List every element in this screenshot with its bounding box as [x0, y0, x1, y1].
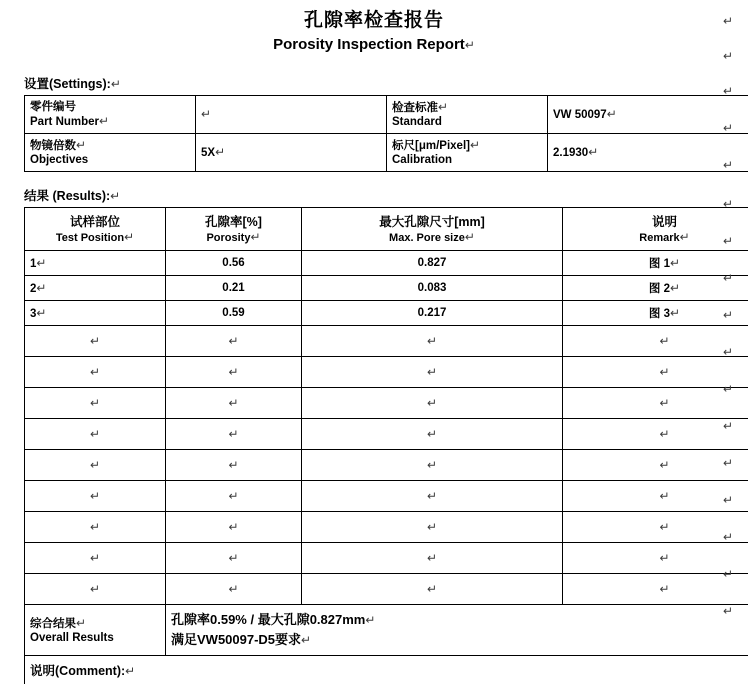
cell-porosity[interactable]: 0.21 [166, 276, 302, 301]
cell-remark[interactable] [563, 450, 748, 481]
cell-max-pore-size[interactable]: 0.217 [302, 301, 563, 326]
cell-test-position[interactable] [25, 388, 166, 419]
table-row [25, 419, 748, 450]
pilcrow-icon: ↵ [228, 582, 238, 596]
pilcrow-icon: ↵ [228, 334, 238, 348]
pilcrow-icon: ↵ [427, 396, 437, 410]
table-row [25, 251, 748, 276]
results-heading-en: (Results): [53, 189, 111, 203]
cell-porosity[interactable]: 0.56 [166, 251, 302, 276]
settings-value-part-number[interactable] [196, 96, 387, 134]
pilcrow-icon: ↵ [670, 306, 680, 320]
cell-max-pore-size[interactable] [302, 481, 563, 512]
overall-results-label: 综合结果↵ Overall Results [25, 605, 166, 656]
pilcrow-icon: ↵ [90, 334, 100, 348]
cell-porosity[interactable] [166, 450, 302, 481]
pilcrow-icon: ↵ [124, 230, 134, 244]
table-row [25, 543, 748, 574]
pilcrow-icon: ↵ [301, 633, 311, 647]
pilcrow-icon: ↵ [90, 520, 100, 534]
table-row [25, 481, 748, 512]
cell-max-pore-size[interactable] [302, 543, 563, 574]
column-header-remark: 说明 Remark↵ [563, 208, 748, 251]
comment-label[interactable]: 说明(Comment):↵ [25, 656, 748, 684]
cell-test-position[interactable]: 2↵ [25, 276, 166, 301]
pilcrow-icon: ↵ [723, 121, 739, 136]
pilcrow-icon: ↵ [659, 458, 669, 472]
cell-porosity[interactable] [166, 512, 302, 543]
settings-label-standard: 检查标准↵ Standard [387, 96, 548, 134]
pilcrow-icon: ↵ [90, 427, 100, 441]
page-title-cn: 孔隙率检查报告 [0, 8, 748, 34]
pilcrow-icon: ↵ [111, 77, 121, 91]
table-row [25, 326, 748, 357]
pilcrow-icon: ↵ [90, 365, 100, 379]
pilcrow-icon: ↵ [723, 49, 739, 64]
cell-remark[interactable] [563, 543, 748, 574]
pilcrow-icon: ↵ [723, 456, 739, 471]
cell-remark[interactable]: 图 2↵ [563, 276, 748, 301]
cell-remark[interactable] [563, 419, 748, 450]
pilcrow-icon: ↵ [723, 567, 739, 582]
pilcrow-icon: ↵ [201, 107, 211, 121]
pilcrow-icon: ↵ [659, 551, 669, 565]
table-row [25, 134, 748, 172]
pilcrow-icon: ↵ [723, 530, 739, 545]
settings-label-objectives: 物镜倍数↵ Objectives [25, 134, 196, 172]
pilcrow-icon: ↵ [99, 114, 109, 128]
cell-porosity[interactable] [166, 419, 302, 450]
pilcrow-icon: ↵ [670, 281, 680, 295]
pilcrow-icon: ↵ [228, 365, 238, 379]
overall-results-row [25, 605, 748, 656]
pilcrow-icon: ↵ [659, 334, 669, 348]
results-section-heading [24, 186, 748, 204]
pilcrow-icon: ↵ [607, 107, 617, 121]
cell-test-position[interactable] [25, 543, 166, 574]
cell-porosity[interactable] [166, 543, 302, 574]
pilcrow-icon: ↵ [228, 520, 238, 534]
pilcrow-icon: ↵ [110, 189, 120, 203]
table-row [25, 276, 748, 301]
settings-label-part-number: 零件编号 Part Number↵ [25, 96, 196, 134]
column-header-test-position: 试样部位 Test Position↵ [25, 208, 166, 251]
settings-value-objectives[interactable]: 5X↵ [196, 134, 387, 172]
pilcrow-icon: ↵ [228, 489, 238, 503]
pilcrow-icon: ↵ [427, 458, 437, 472]
settings-heading-cn: 设置 [24, 77, 49, 91]
cell-remark[interactable] [563, 326, 748, 357]
cell-remark[interactable] [563, 512, 748, 543]
pilcrow-icon: ↵ [723, 382, 739, 397]
cell-test-position[interactable] [25, 326, 166, 357]
table-row [25, 388, 748, 419]
pilcrow-icon: ↵ [427, 582, 437, 596]
pilcrow-icon: ↵ [427, 551, 437, 565]
settings-label-calibration: 标尺[μm/Pixel]↵ Calibration [387, 134, 548, 172]
pilcrow-icon: ↵ [427, 520, 437, 534]
pilcrow-icon: ↵ [723, 197, 739, 212]
pilcrow-icon: ↵ [723, 493, 739, 508]
pilcrow-icon: ↵ [659, 427, 669, 441]
cell-remark[interactable]: 图 1↵ [563, 251, 748, 276]
results-heading-cn: 结果 [24, 189, 49, 203]
cell-max-pore-size[interactable]: 0.827 [302, 251, 563, 276]
cell-test-position[interactable] [25, 419, 166, 450]
pilcrow-icon: ↵ [228, 458, 238, 472]
column-header-porosity: 孔隙率[%] Porosity↵ [166, 208, 302, 251]
settings-table [24, 95, 748, 172]
pilcrow-icon: ↵ [659, 582, 669, 596]
pilcrow-icon: ↵ [427, 489, 437, 503]
pilcrow-icon: ↵ [723, 158, 739, 173]
pilcrow-icon: ↵ [36, 281, 46, 295]
cell-max-pore-size[interactable] [302, 326, 563, 357]
pilcrow-icon: ↵ [659, 489, 669, 503]
pilcrow-icon: ↵ [659, 520, 669, 534]
pilcrow-icon: ↵ [228, 551, 238, 565]
pilcrow-icon: ↵ [427, 365, 437, 379]
settings-value-calibration[interactable]: 2.1930↵ [548, 134, 748, 172]
pilcrow-icon: ↵ [723, 14, 739, 29]
pilcrow-icon: ↵ [659, 396, 669, 410]
comment-row [25, 656, 748, 684]
pilcrow-icon: ↵ [723, 308, 739, 323]
pilcrow-icon: ↵ [723, 345, 739, 360]
pilcrow-icon: ↵ [723, 234, 739, 249]
cell-remark[interactable]: 图 3↵ [563, 301, 748, 326]
page-title-en: Porosity Inspection Report↵ [0, 34, 748, 56]
pilcrow-icon: ↵ [659, 365, 669, 379]
pilcrow-icon: ↵ [90, 582, 100, 596]
cell-max-pore-size[interactable] [302, 512, 563, 543]
cell-test-position[interactable]: 3↵ [25, 301, 166, 326]
pilcrow-icon: ↵ [723, 84, 739, 99]
pilcrow-icon: ↵ [365, 613, 375, 627]
pilcrow-icon: ↵ [90, 396, 100, 410]
pilcrow-icon: ↵ [90, 458, 100, 472]
pilcrow-icon: ↵ [723, 419, 739, 434]
table-row [25, 357, 748, 388]
pilcrow-icon: ↵ [76, 616, 86, 630]
table-header-row [25, 208, 748, 251]
cell-test-position[interactable]: 1↵ [25, 251, 166, 276]
pilcrow-icon: ↵ [680, 230, 690, 244]
pilcrow-icon: ↵ [670, 256, 680, 270]
cell-remark[interactable] [563, 388, 748, 419]
cell-remark[interactable] [563, 357, 748, 388]
table-row [25, 301, 748, 326]
cell-max-pore-size[interactable] [302, 357, 563, 388]
pilcrow-icon: ↵ [723, 604, 739, 619]
pilcrow-icon: ↵ [228, 396, 238, 410]
cell-max-pore-size[interactable] [302, 388, 563, 419]
table-row [25, 450, 748, 481]
settings-value-standard[interactable]: VW 50097↵ [548, 96, 748, 134]
cell-test-position[interactable] [25, 481, 166, 512]
pilcrow-icon: ↵ [465, 38, 475, 52]
pilcrow-icon: ↵ [427, 334, 437, 348]
pilcrow-icon: ↵ [588, 145, 598, 159]
cell-test-position[interactable] [25, 512, 166, 543]
pilcrow-icon: ↵ [76, 138, 86, 152]
pilcrow-icon: ↵ [465, 230, 475, 244]
cell-porosity[interactable] [166, 388, 302, 419]
table-row [25, 512, 748, 543]
cell-porosity[interactable] [166, 326, 302, 357]
column-header-max-pore-size: 最大孔隙尺寸[mm] Max. Pore size↵ [302, 208, 563, 251]
pilcrow-icon: ↵ [723, 271, 739, 286]
cell-max-pore-size[interactable] [302, 419, 563, 450]
pilcrow-icon: ↵ [228, 427, 238, 441]
settings-heading-en: (Settings): [49, 77, 111, 91]
pilcrow-icon: ↵ [90, 489, 100, 503]
pilcrow-icon: ↵ [438, 100, 448, 114]
pilcrow-icon: ↵ [36, 306, 46, 320]
pilcrow-icon: ↵ [470, 138, 480, 152]
pilcrow-icon: ↵ [427, 427, 437, 441]
cell-remark[interactable] [563, 481, 748, 512]
settings-section-heading [24, 74, 748, 92]
cell-test-position[interactable] [25, 450, 166, 481]
pilcrow-icon: ↵ [125, 664, 135, 678]
pilcrow-icon: ↵ [250, 230, 260, 244]
pilcrow-icon: ↵ [215, 145, 225, 159]
document-title-block [0, 0, 748, 56]
cell-test-position[interactable] [25, 357, 166, 388]
cell-porosity[interactable]: 0.59 [166, 301, 302, 326]
cell-max-pore-size[interactable] [302, 450, 563, 481]
table-row [25, 96, 748, 134]
cell-max-pore-size[interactable]: 0.083 [302, 276, 563, 301]
pilcrow-icon: ↵ [36, 256, 46, 270]
cell-porosity[interactable] [166, 481, 302, 512]
paragraph-marks-margin [723, 0, 739, 619]
overall-results-value[interactable]: 孔隙率0.59% / 最大孔隙0.827mm↵ 满足VW50097-D5要求↵ [166, 605, 748, 656]
cell-porosity[interactable] [166, 357, 302, 388]
pilcrow-icon: ↵ [90, 551, 100, 565]
results-table [24, 207, 748, 684]
